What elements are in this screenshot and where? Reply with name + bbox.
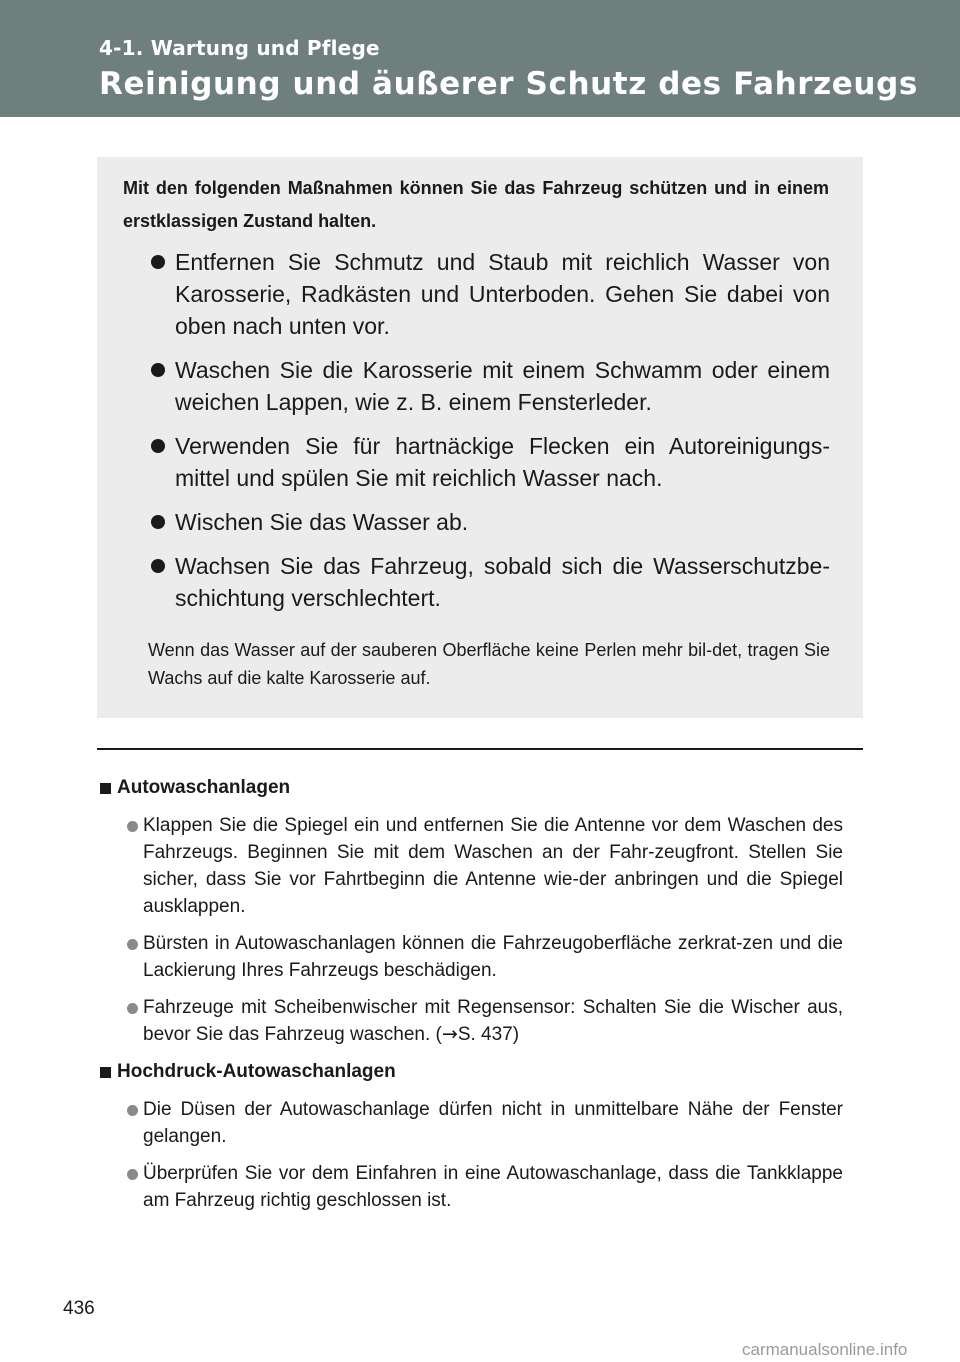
- bullet-icon: [151, 363, 165, 377]
- item-text: Überprüfen Sie vor dem Einfahren in eine Autowaschanlage, dass die Tankklappe am Fahrzeug richtig geschlossen ist.: [143, 1163, 843, 1211]
- step-text: Wischen Sie das Wasser ab.: [175, 509, 469, 535]
- list-item: [148, 506, 830, 538]
- divider: [97, 748, 863, 750]
- bullet-icon: [151, 255, 165, 269]
- list-item: [148, 246, 830, 342]
- subheading-text: Hochdruck-Autowaschanlagen: [117, 1061, 396, 1082]
- list-item: [127, 994, 843, 1048]
- bullet-icon: [151, 559, 165, 573]
- subheading-text: Autowaschanlagen: [117, 777, 291, 798]
- page-reference-link[interactable]: S. 437): [457, 1024, 520, 1045]
- list-item: [127, 1096, 843, 1150]
- list-item: [148, 430, 830, 494]
- list-item: [127, 1160, 843, 1214]
- item-text: Bürsten in Autowaschanlagen können die Fahrzeugoberfläche zerkrat-zen und die Lackierung Ihres Fahrzeugs beschädigen.: [143, 933, 843, 981]
- square-bullet-icon: [100, 1067, 111, 1078]
- main-content: [97, 774, 843, 1224]
- bullet-icon: [127, 939, 138, 950]
- bullet-icon: [127, 1169, 138, 1180]
- page-number: 436: [63, 1298, 95, 1319]
- list-item: [127, 812, 843, 920]
- intro-lead: Mit den folgenden Maßnahmen können Sie das Fahrzeug schützen und in einem erstklassigen Zustand halten.: [123, 178, 829, 231]
- bullet-icon: [127, 821, 138, 832]
- step-text: Wachsen Sie das Fahrzeug, sobald sich die Wasserschutzbe-schichtung verschlechtert.: [175, 553, 830, 611]
- bullet-icon: [151, 439, 165, 453]
- page-title: Reinigung und äußerer Schutz des Fahrzeugs: [99, 66, 918, 102]
- list-item: [148, 550, 830, 614]
- arrow-right-icon: →: [441, 1023, 458, 1045]
- item-text: Die Düsen der Autowaschanlage dürfen nicht in unmittelbare Nähe der Fenster gelangen.: [143, 1099, 843, 1147]
- watermark: carmanualsonline.info: [742, 1340, 908, 1359]
- subheading: [97, 774, 843, 802]
- square-bullet-icon: [100, 783, 111, 794]
- item-text: Fahrzeuge mit Scheibenwischer mit Regensensor: Schalten Sie die Wischer aus, bevor Sie das Fahrzeug waschen. (: [143, 997, 843, 1045]
- subheading: [97, 1058, 843, 1086]
- bullet-icon: [127, 1105, 138, 1116]
- bullet-icon: [151, 515, 165, 529]
- item-text: Klappen Sie die Spiegel ein und entfernen Sie die Antenne vor dem Waschen des Fahrzeugs. Beginnen Sie mit dem Waschen an der Fahr-zeugfront. Stellen Sie sicher, dass Sie vor Fahrtbeginn die Antenne wie-der anbringen und die Spiegel ausklappen.: [143, 815, 843, 917]
- chapter-header: [0, 0, 960, 117]
- step-text: Entfernen Sie Schmutz und Staub mit reichlich Wasser von Karosserie, Radkästen und Unterboden. Gehen Sie dabei von oben nach unten vor.: [175, 249, 830, 339]
- step-text: Verwenden Sie für hartnäckige Flecken ein Autoreinigungs-mittel und spülen Sie mit reichlich Wasser nach.: [175, 433, 830, 491]
- intro-note: Wenn das Wasser auf der sauberen Oberfläche keine Perlen mehr bil-det, tragen Sie Wachs auf die kalte Karosserie auf.: [148, 640, 830, 688]
- step-list: [148, 246, 830, 626]
- step-text: Waschen Sie die Karosserie mit einem Schwamm oder einem weichen Lappen, wie z. B. einem Fensterleder.: [175, 357, 830, 415]
- list-item: [127, 930, 843, 984]
- section-label: 4-1. Wartung und Pflege: [99, 36, 380, 60]
- bullet-icon: [127, 1003, 138, 1014]
- list-item: [148, 354, 830, 418]
